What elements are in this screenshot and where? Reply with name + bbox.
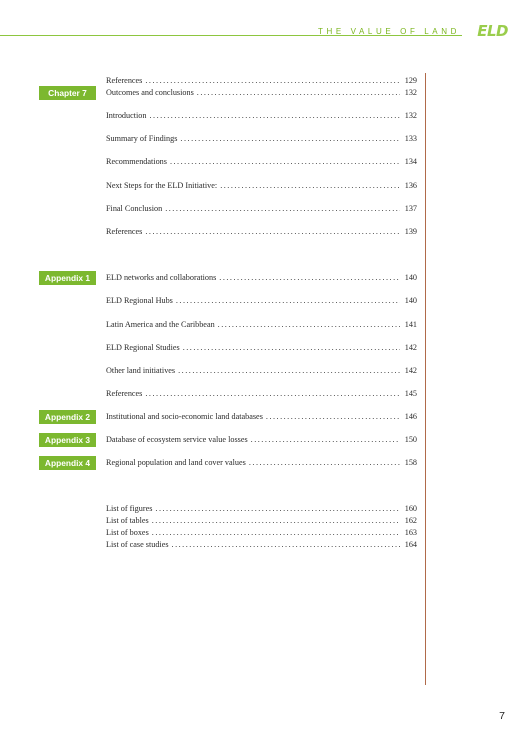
- toc-entry[interactable]: [106, 271, 417, 285]
- toc-entry-page: 158: [404, 458, 417, 467]
- leader-dots: [266, 410, 400, 424]
- toc-entry-page: 132: [404, 88, 417, 97]
- leader-dots: [176, 294, 400, 308]
- leader-dots: [197, 86, 400, 100]
- toc-entry-title: Next Steps for the ELD Initiative:: [106, 181, 218, 190]
- leader-dots: [178, 364, 400, 378]
- leader-dots: [172, 538, 400, 552]
- toc-entry-page: 162: [404, 516, 417, 525]
- leader-dots: [149, 109, 400, 123]
- toc-entry-page: 160: [404, 504, 417, 513]
- toc-entry-page: 139: [404, 227, 417, 236]
- toc-entry-page: 141: [404, 320, 417, 329]
- toc-entry-page: 164: [404, 540, 417, 549]
- toc-entry[interactable]: [106, 86, 417, 100]
- toc-entry[interactable]: [106, 456, 417, 470]
- toc-entry[interactable]: [106, 387, 417, 401]
- logo-text: ELD: [477, 22, 508, 40]
- toc-entry-title: ELD Regional Hubs: [106, 296, 173, 305]
- toc-entry-page: 150: [404, 435, 417, 444]
- vertical-rule: [425, 73, 426, 685]
- toc-entry-title: List of case studies: [106, 540, 169, 549]
- toc-entry[interactable]: [106, 109, 417, 123]
- leader-dots: [220, 179, 400, 193]
- toc-entry-title: ELD networks and collaborations: [106, 273, 217, 282]
- toc-entry[interactable]: [106, 202, 417, 216]
- toc-entry-title: Final Conclusion: [106, 204, 163, 213]
- toc-entry-page: 132: [404, 111, 417, 120]
- toc-entry[interactable]: [106, 364, 417, 378]
- toc-entry-title: List of tables: [106, 516, 149, 525]
- eld-logo: [477, 22, 508, 40]
- toc-entry[interactable]: [106, 318, 417, 332]
- leader-dots: [180, 132, 400, 146]
- toc-entry-title: Recommendations: [106, 157, 167, 166]
- toc-entry[interactable]: [106, 538, 417, 552]
- toc-entry[interactable]: [106, 155, 417, 169]
- leader-dots: [251, 433, 400, 447]
- toc-entry-title: Summary of Findings: [106, 134, 178, 143]
- toc-entry-page: 136: [404, 181, 417, 190]
- toc-entry-page: 145: [404, 389, 417, 398]
- toc-entry-page: 140: [404, 296, 417, 305]
- leader-dots: [219, 271, 400, 285]
- toc-entry-page: 129: [404, 76, 417, 85]
- leader-dots: [145, 225, 400, 239]
- leader-dots: [170, 155, 400, 169]
- badge-appendix-1[interactable]: Appendix 1: [39, 271, 96, 285]
- toc-entry-title: List of figures: [106, 504, 153, 513]
- running-title: THE VALUE OF LAND: [318, 27, 460, 36]
- toc-entry-title: Database of ecosystem service value losses: [106, 435, 248, 444]
- toc-entry[interactable]: [106, 179, 417, 193]
- leader-dots: [165, 202, 400, 216]
- toc-entry-title: Regional population and land cover values: [106, 458, 246, 467]
- toc-entry-title: Latin America and the Caribbean: [106, 320, 215, 329]
- toc-entry-title: Other land initiatives: [106, 366, 176, 375]
- toc-entry-title: References: [106, 76, 143, 85]
- toc-entry-page: 134: [404, 157, 417, 166]
- toc-entry-page: 140: [404, 273, 417, 282]
- leader-dots: [183, 341, 400, 355]
- leader-dots: [249, 456, 400, 470]
- page-number: 7: [499, 710, 505, 722]
- toc-entry-page: 137: [404, 204, 417, 213]
- toc-entry[interactable]: [106, 341, 417, 355]
- badge-chapter-7[interactable]: Chapter 7: [39, 86, 96, 100]
- toc-entry-title: Institutional and socio-economic land databases: [106, 412, 263, 421]
- toc-entry[interactable]: [106, 132, 417, 146]
- badge-appendix-2[interactable]: Appendix 2: [39, 410, 96, 424]
- toc-entry[interactable]: [106, 410, 417, 424]
- toc-entry-title: References: [106, 227, 143, 236]
- badge-appendix-4[interactable]: Appendix 4: [39, 456, 96, 470]
- toc-entry-page: 142: [404, 343, 417, 352]
- leader-dots: [145, 387, 400, 401]
- leader-dots: [218, 318, 400, 332]
- toc-entry-title: References: [106, 389, 143, 398]
- toc-entry-title: Introduction: [106, 111, 147, 120]
- toc-entry-title: List of boxes: [106, 528, 149, 537]
- toc-entry-title: Outcomes and conclusions: [106, 88, 194, 97]
- toc-entry-page: 133: [404, 134, 417, 143]
- toc-entry-page: 163: [404, 528, 417, 537]
- toc-entry-page: 146: [404, 412, 417, 421]
- toc-entry[interactable]: [106, 433, 417, 447]
- toc-entry-title: ELD Regional Studies: [106, 343, 180, 352]
- toc-entry[interactable]: [106, 294, 417, 308]
- badge-appendix-3[interactable]: Appendix 3: [39, 433, 96, 447]
- toc-entry[interactable]: [106, 225, 417, 239]
- toc-entry-page: 142: [404, 366, 417, 375]
